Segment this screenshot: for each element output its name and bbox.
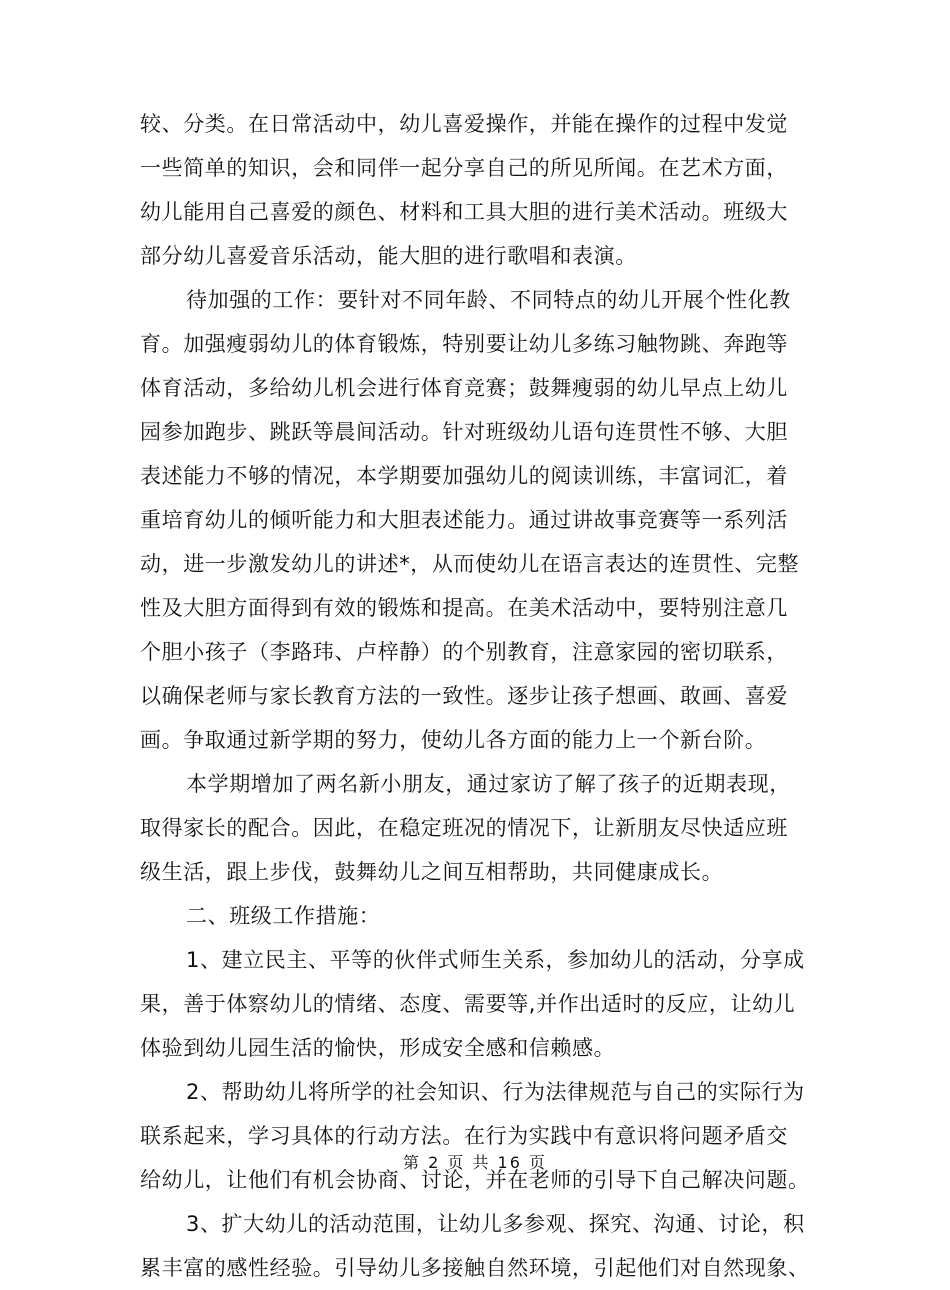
text-line: 联系起来，学习具体的行动方法。在行为实践中有意识将问题矛盾交 — [140, 1124, 788, 1148]
text-line: 表述能力不够的情况，本学期要加强幼儿的阅读训练，丰富词汇，着 — [140, 464, 788, 488]
text-line: 较、分类。在日常活动中，幼儿喜爱操作，并能在操作的过程中发觉 — [140, 112, 788, 136]
text-line: 园参加跑步、跳跃等晨间活动。针对班级幼儿语句连贯性不够、大胆 — [140, 420, 788, 444]
text-line: 一些简单的知识，会和同伴一起分享自己的所见所闻。在艺术方面， — [140, 156, 788, 180]
page-number-footer: 第 2 页 共 16 页 — [403, 1153, 547, 1172]
paragraph-start-line: 1、建立民主、平等的伙伴式师生关系，参加幼儿的活动，分享成 — [186, 948, 805, 972]
text-line: 幼儿能用自己喜爱的颜色、材料和工具大胆的进行美术活动。班级大 — [140, 200, 788, 224]
paragraph-start-line: 2、帮助幼儿将所学的社会知识、行为法律规范与自己的实际行为 — [186, 1080, 805, 1104]
text-line: 体育活动，多给幼儿机会进行体育竞赛；鼓舞瘦弱的幼儿早点上幼儿 — [140, 376, 788, 400]
text-line: 性及大胆方面得到有效的锻炼和提高。在美术活动中，要特别注意几 — [140, 596, 788, 620]
paragraph-start-line: 3、扩大幼儿的活动范围，让幼儿多参观、探究、沟通、讨论，积 — [186, 1212, 805, 1236]
section-heading: 二、班级工作措施： — [186, 904, 381, 928]
text-line: 重培育幼儿的倾听能力和大胆表述能力。通过讲故事竞赛等一系列活 — [140, 508, 788, 532]
text-line: 育。加强瘦弱幼儿的体育锻炼，特别要让幼儿多练习触物跳、奔跑等 — [140, 332, 788, 356]
text-line: 级生活，跟上步伐，鼓舞幼儿之间互相帮助，共同健康成长。 — [140, 860, 724, 884]
text-line: 体验到幼儿园生活的愉快，形成安全感和信赖感。 — [140, 1036, 616, 1060]
text-line: 果，善于体察幼儿的情绪、态度、需要等,并作出适时的反应，让幼儿 — [140, 992, 796, 1016]
text-line: 画。争取通过新学期的努力，使幼儿各方面的能力上一个新台阶。 — [140, 728, 767, 752]
text-line: 取得家长的配合。因此，在稳定班况的情况下，让新朋友尽快适应班 — [140, 816, 788, 840]
document-body — [140, 102, 820, 1290]
text-line: 以确保老师与家长教育方法的一致性。逐步让孩子想画、敢画、喜爱 — [140, 684, 788, 708]
paragraph-start-line: 待加强的工作：要针对不同年龄、不同特点的幼儿开展个性化教 — [186, 288, 791, 312]
text-line: 个胆小孩子（李路玮、卢梓静）的个别教育，注意家园的密切联系， — [140, 640, 788, 664]
text-line: 动，进一步激发幼儿的讲述*，从而使幼儿在语言表达的连贯性、完整 — [140, 552, 800, 576]
text-line: 累丰富的感性经验。引导幼儿多接触自然环境，引起他们对自然现象、 — [140, 1256, 810, 1280]
text-line: 部分幼儿喜爱音乐活动，能大胆的进行歌唱和表演。 — [140, 244, 637, 268]
text-line: 给幼儿，让他们有机会协商、讨论，并在老师的引导下自己解决问题。 — [140, 1168, 810, 1192]
paragraph-start-line: 本学期增加了两名新小朋友，通过家访了解了孩子的近期表现， — [186, 772, 791, 796]
